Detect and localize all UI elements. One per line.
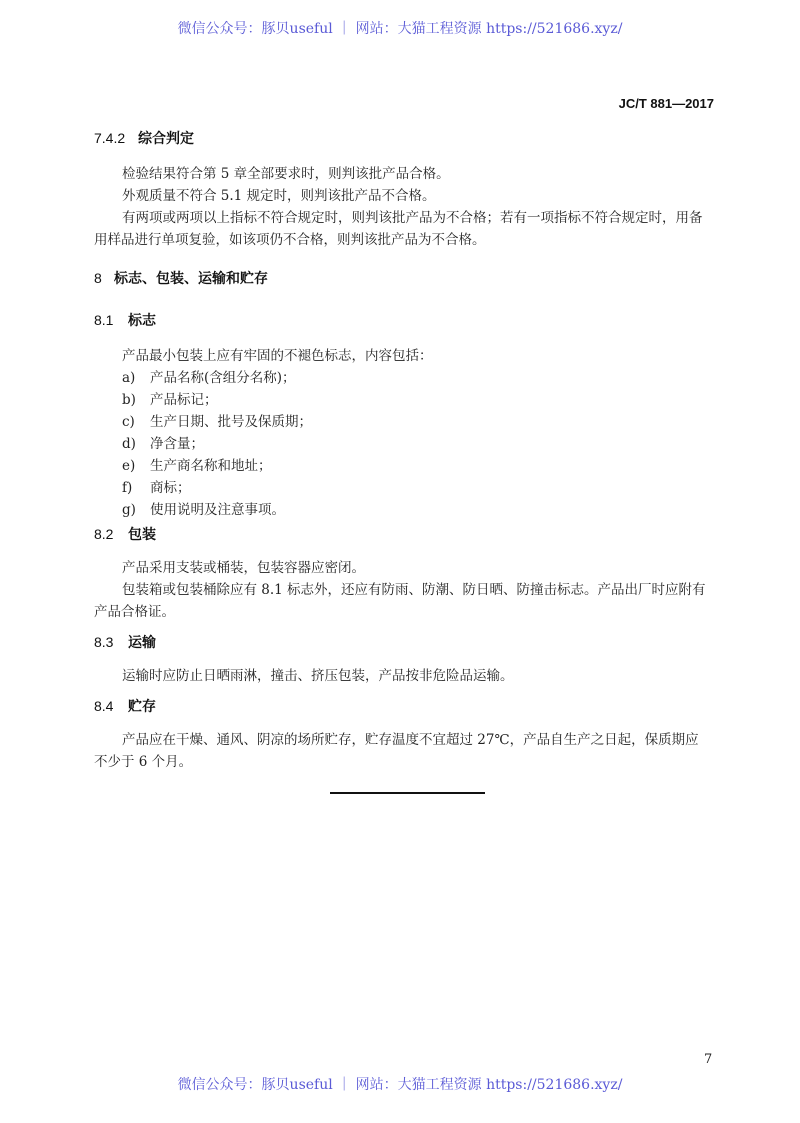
section-number: 8.4 bbox=[94, 698, 114, 714]
section-number: 7.4.2 bbox=[94, 130, 126, 146]
list-marker: g) bbox=[122, 502, 136, 518]
paragraph: 运输时应防止日晒雨淋，撞击、挤压包装，产品按非危险品运输。 bbox=[122, 668, 514, 684]
list-item bbox=[122, 454, 272, 474]
section-title: 运输 bbox=[128, 635, 156, 651]
section-number: 8.2 bbox=[94, 526, 114, 542]
list-marker: a) bbox=[122, 370, 136, 386]
paragraph: 产品采用支装或桶装，包装容器应密闭。 bbox=[122, 560, 365, 576]
chapter-number: 8 bbox=[94, 270, 102, 286]
paragraph-continuation: 用样品进行单项复验，如该项仍不合格，则判该批产品为不合格。 bbox=[94, 232, 486, 248]
paragraph: 检验结果符合第 5 章全部要求时，则判该批产品合格。 bbox=[122, 166, 450, 182]
list-item-text: 产品标记； bbox=[150, 392, 218, 408]
list-item bbox=[122, 410, 312, 430]
list-marker: e) bbox=[122, 458, 136, 474]
document-number: JC/T 881—2017 bbox=[618, 96, 714, 111]
paragraph: 产品应在干燥、通风、阴凉的场所贮存，贮存温度不宜超过 27℃，产品自生产之日起，保质期应 bbox=[122, 732, 699, 748]
list-item-text: 生产商名称和地址； bbox=[150, 458, 272, 474]
footer-watermark: 微信公众号：豚贝useful ｜ 网站：大猫工程资源 https://521686.xyz/ bbox=[177, 1077, 623, 1093]
section-title: 贮存 bbox=[128, 699, 156, 715]
list-marker: d) bbox=[122, 436, 136, 452]
section-heading-8-3 bbox=[94, 632, 156, 652]
section-heading-8-4 bbox=[94, 696, 156, 716]
paragraph-continuation: 不少于 6 个月。 bbox=[94, 754, 193, 770]
list-marker: b) bbox=[122, 392, 136, 408]
paragraph: 有两项或两项以上指标不符合规定时，则判该批产品为不合格；若有一项指标不符合规定时，用备 bbox=[122, 210, 703, 226]
chapter-heading-8 bbox=[94, 268, 268, 288]
paragraph: 外观质量不符合 5.1 规定时，则判该批产品不合格。 bbox=[122, 188, 436, 204]
list-item bbox=[122, 476, 191, 496]
list-item-text: 使用说明及注意事项。 bbox=[150, 502, 285, 518]
end-of-standard-rule bbox=[330, 792, 485, 794]
header-watermark: 微信公众号：豚贝useful ｜ 网站：大猫工程资源 https://521686.xyz/ bbox=[177, 21, 623, 37]
page-number: 7 bbox=[704, 1052, 713, 1067]
section-heading-7-4-2 bbox=[94, 128, 194, 148]
section-title: 综合判定 bbox=[138, 131, 194, 147]
section-heading-8-1 bbox=[94, 310, 156, 330]
list-marker: c) bbox=[122, 414, 135, 430]
list-item-text: 净含量； bbox=[150, 436, 204, 452]
list-item bbox=[122, 366, 296, 386]
paragraph-continuation: 产品合格证。 bbox=[94, 604, 175, 620]
list-item-text: 产品名称(含组分名称)； bbox=[150, 370, 296, 386]
section-heading-8-2 bbox=[94, 524, 156, 544]
paragraph: 产品最小包装上应有牢固的不褪色标志，内容包括： bbox=[122, 348, 433, 364]
section-number: 8.1 bbox=[94, 312, 114, 328]
section-title: 标志 bbox=[128, 313, 156, 329]
list-marker: f) bbox=[122, 480, 133, 496]
section-title: 包装 bbox=[128, 527, 156, 543]
list-item bbox=[122, 498, 285, 518]
list-item bbox=[122, 388, 218, 408]
paragraph: 包装箱或包装桶除应有 8.1 标志外，还应有防雨、防潮、防日晒、防撞击标志。产品出厂时应附有 bbox=[122, 582, 706, 598]
list-item bbox=[122, 432, 204, 452]
list-item-text: 生产日期、批号及保质期； bbox=[150, 414, 312, 430]
list-item-text: 商标； bbox=[150, 480, 191, 496]
chapter-title: 标志、包装、运输和贮存 bbox=[114, 271, 268, 287]
section-number: 8.3 bbox=[94, 634, 114, 650]
